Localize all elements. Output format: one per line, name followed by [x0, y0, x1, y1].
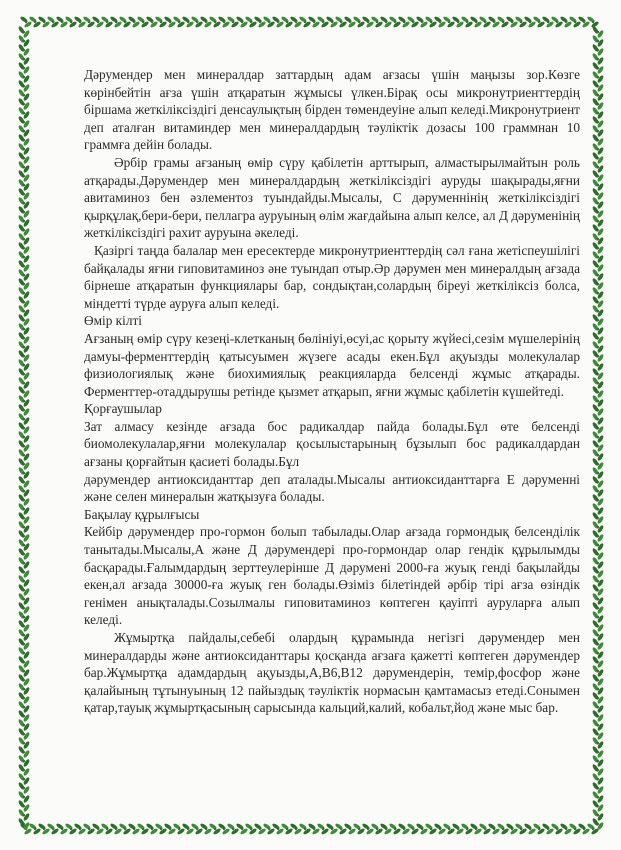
document-body: [84, 66, 580, 717]
paragraph-hypovitaminosis: Қазіргі таңда балалар мен ересектерде микронутриенттердің сәл ғана жетіспеушілігі байқалады яғни гиповитаминоз әне туындап отыр.Әр дәрумен мен минералдың ағзада бірнеше атқаратын функциялары бар, сондықтан,солардың біреуі жеткіліксіз болса, міндетті түрде ауруға алып келеді.: [84, 242, 580, 311]
paragraph-free-radicals: Зат алмасу кезінде ағзада бос радикалдар пайда болады.Бұл өте белсенді биомолекулалар,яғни молекулалар қосылыстарының бұзылып бос радикалдардан ағзаны қорғайтын қасиеті болады.Бұл: [84, 418, 580, 470]
heading-life-key: Өмір кілті: [84, 313, 142, 329]
paragraph-intro: Дәрумендер мен минералдар заттардың адам ағзасы үшін маңызы зор.Көзге көрінбейтін ағза үшін атқаратын жұмысы үлкен.Бірақ осы микронутриенттердің біршама жеткіліксіздігі денсаулықтың бірден төмендеуіне алып келеді.Микронутриент деп аталған витаминдер мен минералдардың тәуліктік дозасы 100 граммнан 10 граммға дейін болады.: [84, 67, 580, 153]
heading-protectors: Қорғаушылар: [84, 401, 162, 417]
paragraph-eggs: Жұмыртқа пайдалы,себебі олардың құрамында негізгі дәрумендер мен минералдарды және антиоксиданттары қосқанда ағзаға қажетті көптеген дәрумендер бар.Жұмыртқа адамдардың ақуызды,А,В6,В12 дәрумендерін, темір,фосфор және қалайының тұтынуының 12 пайыздық тәуліктік нормасын қамтамасыз етеді.Сонымен қатар,тауық жұмыртқасының сарысында кальций,калий, кобальт,йод және мыс бар.: [84, 630, 580, 716]
paragraph-pro-hormones: Кейбір дәрумендер про-гормон болып табылады.Олар ағзада гормондық белсенділік танытады.Мысалы,А және Д дәрумендері про-гормондар олар гендік құрылымды басқарады.Ғалымдардың зерттеулерінше Д дәрумені 2000-ға жуық генді бақылайды екен,ал ағзада 30000-ға жуық ген болады.Өзіміз білетіндей әрбір тірі ағза өзіндік генімен анықталады.Созылмалы гиповитаминоз көптеген қауіпті ауруларға алып келеді.: [84, 524, 580, 628]
paragraph-antioxidants: дәрумендер антиоксиданттар деп аталады.Мысалы антиоксиданттарға Е дәруменні және селен минералын жатқызуға болады.: [84, 471, 580, 505]
paragraph-gram-role: Әрбір грамы ағзаның өмір сүру қабілетін арттырып, алмастырылмайтын роль атқарады.Дәрумендер мен минералдардың жеткіліксіздігі ауруды шақырады,яғни авитаминоз бен әзлементоз туындайды.Мысалы, С дәруменнінің жеткіліксіздігі қырқұлақ,бери-бери, пеллагра ауруының өлім жағдайына алып келсе, ал Д дәруменінің жеткіліксіздігі рахит ауруына әкеледі.: [84, 154, 580, 241]
paragraph-enzymes: Ағзаның өмір сүру кезеңі-клетканың бөлініуі,өсуі,ас қорыту жүйесі,сезім мүшелерінің дамуы-ферменттердің қатысуымен жүзеге асады екен.Бұл ақуызды молекулалар физиологиялық және биохимиялық реакцияларда белсенді жұмыс атқарады. Ферменттер-отаддырушы ретінде қызмет атқарып, яғни жұмыс қабілетін күшейтеді.: [84, 330, 580, 399]
heading-control-device: Бақылау құрылғысы: [84, 506, 200, 522]
